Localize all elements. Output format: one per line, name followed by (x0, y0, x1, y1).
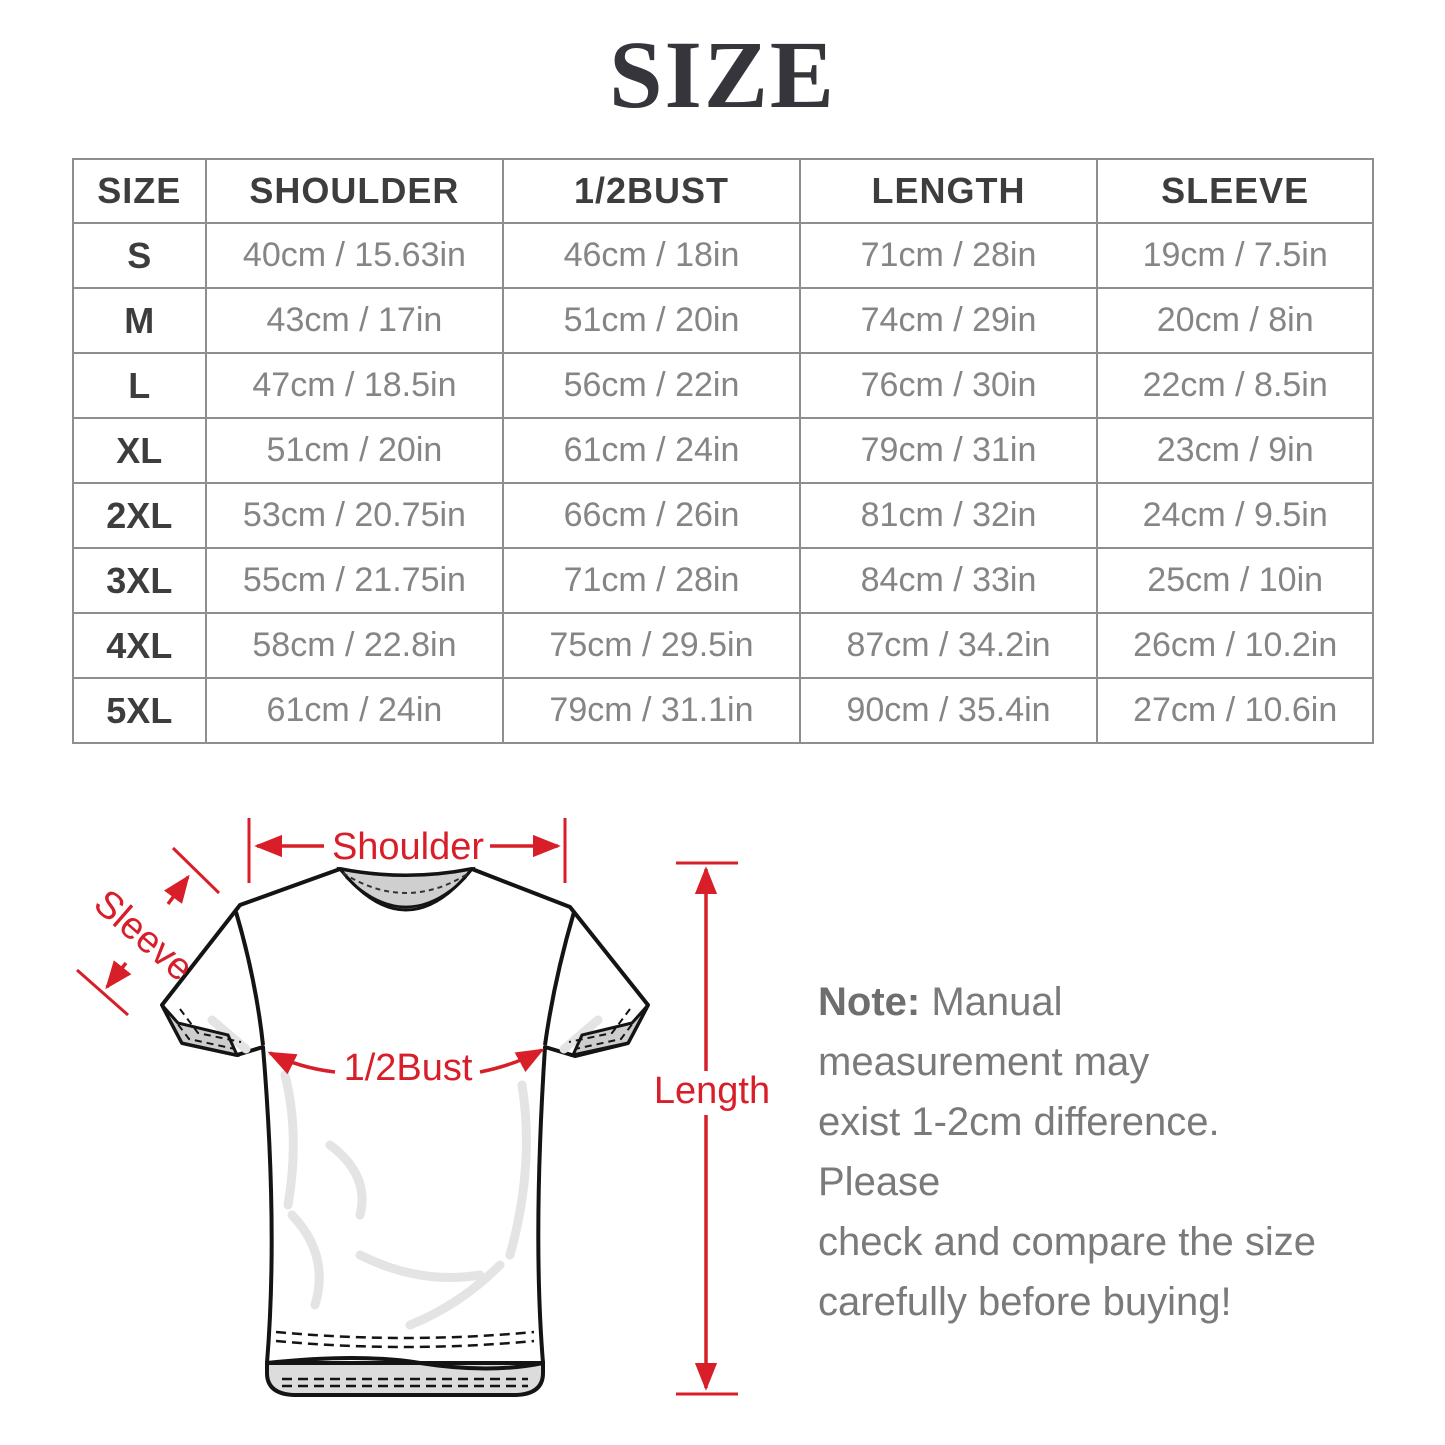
table-row (73, 613, 1373, 678)
tshirt-illustration (162, 869, 648, 1395)
tshirt-outline (162, 869, 648, 1370)
length-value: 87cm / 34.2in (800, 613, 1098, 678)
length-value: 74cm / 29in (800, 288, 1098, 353)
table-row (73, 548, 1373, 613)
shoulder-value: 53cm / 20.75in (206, 483, 504, 548)
size-label: L (73, 353, 206, 418)
shoulder-value: 51cm / 20in (206, 418, 504, 483)
sleeve-value: 27cm / 10.6in (1097, 678, 1373, 743)
note-line (818, 972, 1318, 1092)
table-header-row (73, 159, 1373, 223)
bust-value: 71cm / 28in (503, 548, 799, 613)
sleeve-value: 25cm / 10in (1097, 548, 1373, 613)
tshirt-measurement-diagram (30, 785, 790, 1445)
length-value: 84cm / 33in (800, 548, 1098, 613)
note-label: Note: (818, 980, 921, 1024)
bust-value: 51cm / 20in (503, 288, 799, 353)
note-line: check and compare the size (818, 1220, 1317, 1264)
col-header-bust: 1/2BUST (503, 159, 799, 223)
shoulder-label: Shoulder (331, 826, 485, 868)
note-line: exist 1-2cm difference. Please (818, 1100, 1220, 1204)
table-row (73, 223, 1373, 288)
length-value: 76cm / 30in (800, 353, 1098, 418)
table-row (73, 483, 1373, 548)
sleeve-value: 20cm / 8in (1097, 288, 1373, 353)
page-title: SIZE (609, 21, 836, 128)
sleeve-value: 22cm / 8.5in (1097, 353, 1373, 418)
table-row (73, 353, 1373, 418)
sleeve-arrow (168, 877, 188, 904)
note-text: Manual measurement may (818, 980, 1150, 1084)
sleeve-label: Sleeve (85, 881, 201, 990)
col-header-shoulder: SHOULDER (206, 159, 504, 223)
measurement-note (818, 972, 1318, 1332)
bust-value: 56cm / 22in (503, 353, 799, 418)
length-value: 90cm / 35.4in (800, 678, 1098, 743)
col-header-sleeve: SLEEVE (1097, 159, 1373, 223)
bust-value: 79cm / 31.1in (503, 678, 799, 743)
shoulder-value: 58cm / 22.8in (206, 613, 504, 678)
size-label: 5XL (73, 678, 206, 743)
sleeve-value: 23cm / 9in (1097, 418, 1373, 483)
bust-value: 61cm / 24in (503, 418, 799, 483)
shoulder-value: 61cm / 24in (206, 678, 504, 743)
table-row (73, 418, 1373, 483)
length-value: 81cm / 32in (800, 483, 1098, 548)
size-table (72, 158, 1374, 744)
bust-label: 1/2Bust (343, 1047, 473, 1089)
bust-value: 46cm / 18in (503, 223, 799, 288)
length-value: 71cm / 28in (800, 223, 1098, 288)
shoulder-value: 47cm / 18.5in (206, 353, 504, 418)
shoulder-value: 55cm / 21.75in (206, 548, 504, 613)
size-label: 3XL (73, 548, 206, 613)
col-header-size: SIZE (73, 159, 206, 223)
note-line: carefully before buying! (818, 1280, 1232, 1324)
shoulder-value: 43cm / 17in (206, 288, 504, 353)
size-label: XL (73, 418, 206, 483)
col-header-length: LENGTH (800, 159, 1098, 223)
shoulder-value: 40cm / 15.63in (206, 223, 504, 288)
size-table-header (73, 159, 1373, 223)
sleeve-value: 24cm / 9.5in (1097, 483, 1373, 548)
sleeve-tick (77, 970, 128, 1015)
size-label: S (73, 223, 206, 288)
length-dimension (676, 863, 738, 1394)
sleeve-value: 19cm / 7.5in (1097, 223, 1373, 288)
size-table-body (73, 223, 1373, 743)
sleeve-value: 26cm / 10.2in (1097, 613, 1373, 678)
size-label: M (73, 288, 206, 353)
table-row (73, 288, 1373, 353)
length-value: 79cm / 31in (800, 418, 1098, 483)
sleeve-arrow (107, 963, 126, 987)
length-label: Length (653, 1070, 771, 1112)
size-label: 4XL (73, 613, 206, 678)
size-label: 2XL (73, 483, 206, 548)
bust-value: 66cm / 26in (503, 483, 799, 548)
bust-value: 75cm / 29.5in (503, 613, 799, 678)
table-row (73, 678, 1373, 743)
